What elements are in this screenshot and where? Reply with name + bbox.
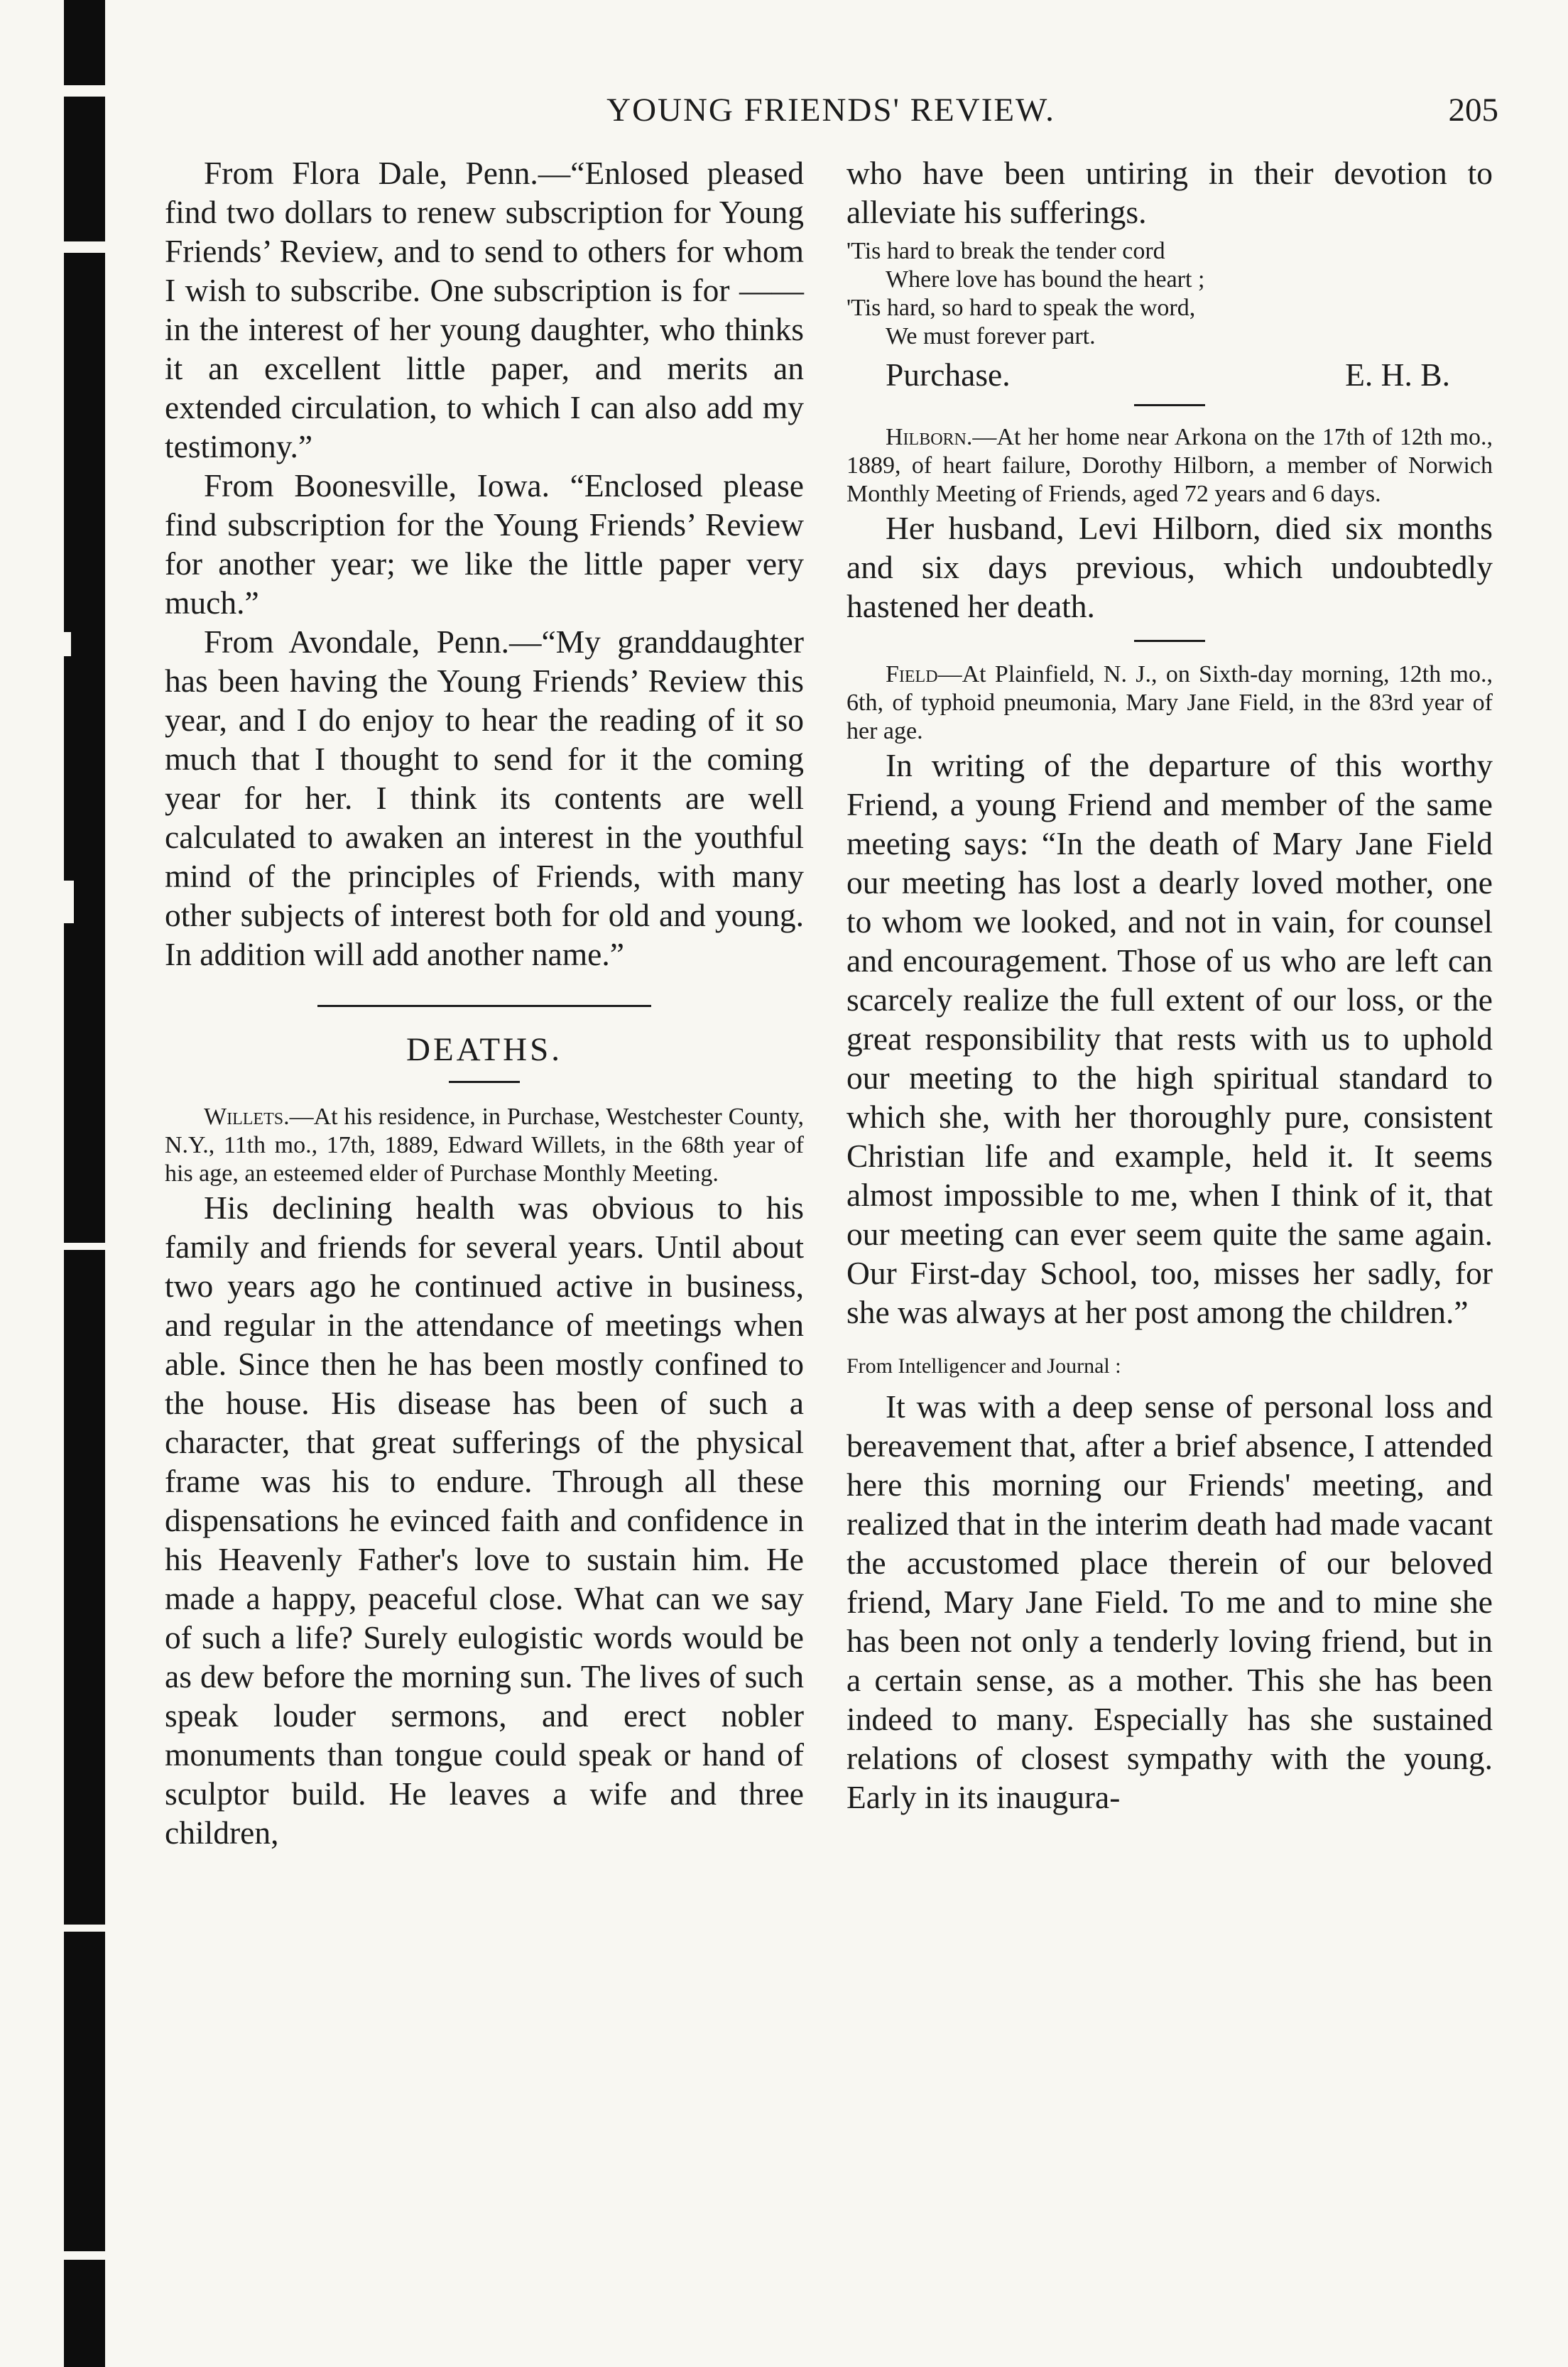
field-notice [846,660,1493,746]
journal-memorial: It was with a deep sense of personal loss and bereavement that, after a brief absence, I attended here this morning our Friends' meeting, and realized that in the interim death had made vacant the accustomed place therein of our beloved friend, Mary Jane Field. To me and to mine she has been not only a tenderly loving friend, but in a certain sense, as a mother. This she has been indeed to many. Especially has she sustained relations of closest sympathy with the young. Early in its inaugura- [846,1388,1493,1815]
binding-mark [64,1925,105,1932]
binding-mark [64,1243,105,1250]
signature-line [846,355,1493,394]
section-rule [317,1005,651,1007]
heading-rule [449,1081,520,1083]
hilborn-memorial: Her husband, Levi Hilborn, died six months and six days previous, which undoubtedly hastened her death. [846,510,1493,624]
field-notice-text: —At Plainfield, N. J., on Sixth-day morning, 12th mo., 6th, of typhoid pneumonia, Mary Jane Field, in the 83rd year of her age. [846,661,1493,744]
field-name: Field [886,661,938,687]
binding-mark [64,241,105,253]
signature-place: Purchase. [886,357,1011,393]
poem-line: 'Tis hard to break the tender cord [846,238,1165,264]
binding-flake [60,881,74,923]
willets-memorial: His declining health was obvious to his family and friends for several years. Until about two years ago he continued active in business, and regular in the attendance of meetings when able. Since then he has been mostly confined to the house. His disease has been of such a character, that great sufferings of the physical frame was his to endure. Through all these dispensations he evinced faith and confidence in his Heavenly Father's love to sustain him. He made a happy, peaceful close. What can we say of such a life? Surely eulogistic words would be as dew before the morning sun. The lives of such speak louder sermons, and erect nobler monuments than tongue could speak or hand of sculptor build. He leaves a wife and three children, [165,1190,804,1851]
running-title: YOUNG FRIENDS' REVIEW. [606,92,1055,129]
deaths-heading: DEATHS. [406,1031,562,1068]
willets-notice-text: —At his residence, in Purchase, Westchester County, N.Y., 11th mo., 17th, 1889, Edward Willets, in the 68th year of his age, an esteemed elder of Purchase Monthly Meeting. [165,1104,804,1187]
poem-line: We must forever part. [886,323,1096,349]
binding-edge [64,0,105,2367]
running-head [163,91,1498,141]
hilborn-notice-text: —At her home near Arkona on the 17th of 12th mo., 1889, of heart failure, Dorothy Hilborn, a member of Norwich Monthly Meeting of Friends, aged 72 years and 6 days. [846,424,1493,507]
source-credit: From Intelligencer and Journal : [846,1354,1121,1378]
notice-rule [1134,404,1205,406]
field-memorial: In writing of the departure of this worthy Friend, a young Friend and member of the same meeting says: “In the death of Mary Jane Field our meeting has lost a dearly loved mother, one to whom we looked, and not in vain, for counsel and encouragement. Those of us who are left can scarcely realize the full extent of our loss, or the great responsibility that rests with us to uphold our meeting to the high spiritual standard to which she, with her thoroughly pure, consistent Christian life and example, held it. It seems almost impossible to me, when I think of it, that our meeting can ever seem quite the same again. Our First-day School, too, misses her sadly, for she was always at her post among the children.” [846,747,1493,1330]
hilborn-name: Hilborn. [886,424,973,450]
right-column [846,153,1493,1817]
memorial-poem [846,237,1493,351]
letter-flora-dale: From Flora Dale, Penn.—“Enlosed pleased find two dollars to renew subscription for Young Friends’ Review, and to send to others for whom I wish to subscribe. One subscription is for ——in the interest of her young daughter, who thinks it an excellent little paper, and merits an extended circulation, to which I can also add my testimony.” [165,155,804,464]
poem-line: 'Tis hard, so hard to speak the word, [846,295,1196,321]
letter-boonesville: From Boonesville, Iowa. “Enclosed please find subscription for the Young Friends’ Review for another year; we like the little paper very much.” [165,467,804,621]
left-column [165,153,804,1852]
page-number: 205 [1448,92,1498,129]
signature-initials: E. H. B. [1345,357,1450,393]
willets-name: Willets. [204,1104,290,1130]
letter-avondale: From Avondale, Penn.—“My granddaughter has been having the Young Friends’ Review this year, and I do enjoy to hear the reading of it so much that I thought to send for it the coming year for her. I think its contents are well calculated to awaken an interest in the youthful mind of the principles of Friends, with many other subjects of interest both for old and young. In addition will add another name.” [165,624,804,972]
binding-mark [64,2251,105,2260]
willets-memorial-continued: who have been untiring in their devotion to alleviate his sufferings. [846,155,1493,230]
notice-rule [1134,640,1205,642]
willets-notice [165,1103,804,1188]
poem-line: Where love has bound the heart ; [886,266,1205,293]
binding-flake [57,632,71,656]
hilborn-notice [846,423,1493,508]
binding-mark [64,85,105,97]
